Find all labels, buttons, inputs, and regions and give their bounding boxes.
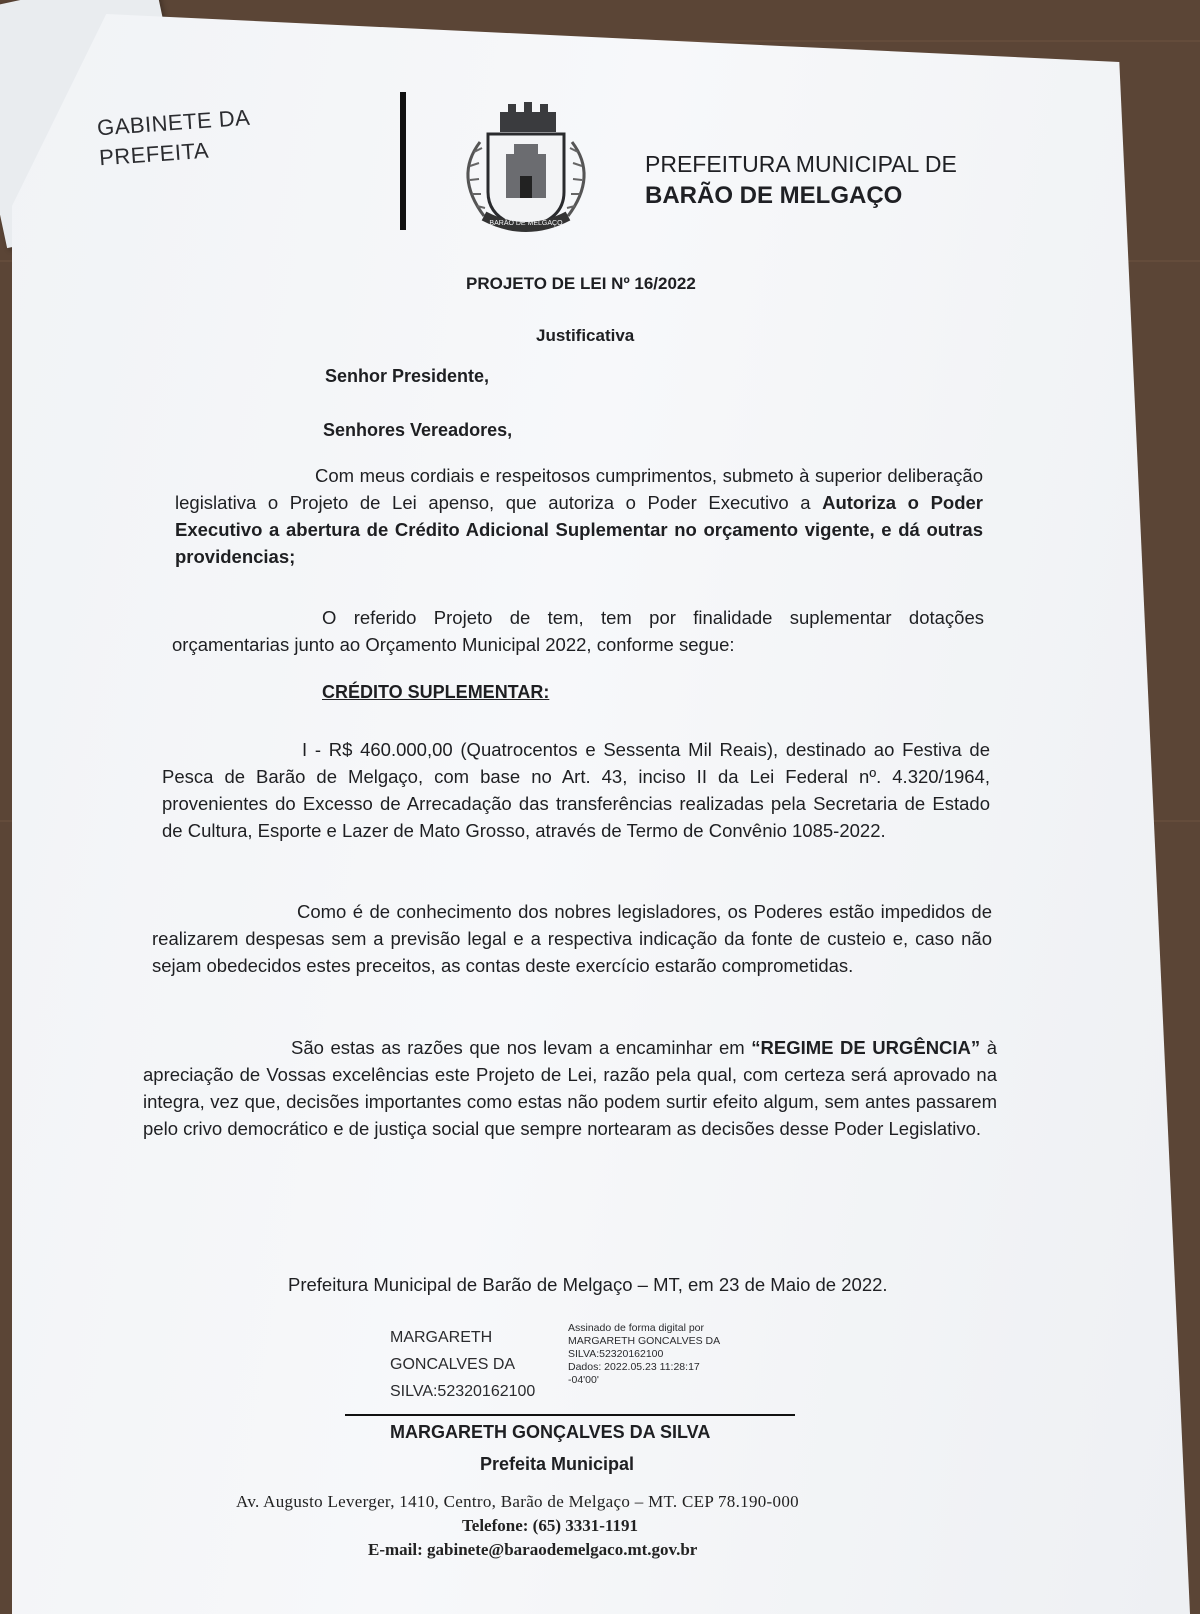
municipal-crest-icon	[440, 92, 610, 242]
credit-heading: CRÉDITO SUPLEMENTAR:	[322, 682, 549, 703]
digital-signature-details: Assinado de forma digital por MARGARETH GONCALVES DA SILVA:52320162100 Dados: 2022.05.23 11:28:17 -04'00'	[568, 1322, 768, 1387]
office-stamp: GABINETE DA PREFEITA	[96, 103, 253, 174]
footer-email: E-mail: gabinete@baraodemelgaco.mt.gov.br	[368, 1540, 697, 1560]
signer-role: Prefeita Municipal	[480, 1454, 634, 1475]
signature-line	[345, 1414, 795, 1416]
municipality-name: PREFEITURA MUNICIPAL DE BARÃO DE MELGAÇO	[645, 148, 957, 212]
paragraph-credit-item: I - R$ 460.000,00 (Quatrocentos e Sessenta Mil Reais), destinado ao Festiva de Pesca de Barão de Melgaço, com base no Art. 43, inciso II da Lei Federal nº. 4.320/1964, provenientes do Excesso de Arrecadação das transferências realizadas pela Secretaria de Estado de Cultura, Esporte e Lazer de Mato Grosso, através de Termo de Convênio 1085-2022.	[162, 736, 990, 844]
crest-ribbon-text: BARÃO DE MELGAÇO	[489, 218, 563, 227]
document-title: PROJETO DE LEI Nº 16/2022	[466, 274, 696, 294]
paragraph-legal-basis: Como é de conhecimento dos nobres legisladores, os Poderes estão impedidos de realizarem despesas sem a previsão legal e a respectiva indicação da fonte de custeio e, caso não sejam obedecidos estes preceitos, as contas deste exercício estarão comprometidas.	[152, 898, 992, 979]
paragraph-purpose: O referido Projeto de tem, tem por finalidade suplementar dotações orçamentarias junto ao Orçamento Municipal 2022, conforme segue:	[172, 604, 984, 658]
paragraph-intro: Com meus cordiais e respeitosos cumprimentos, submeto à superior deliberação legislativa o Projeto de Lei apenso, que autoriza o Poder Executivo a Autoriza o Poder Executivo a abertura de Crédito Adicional Suplementar no orçamento vigente, e dá outras providencias;	[175, 462, 983, 570]
paragraph-urgency: São estas as razões que nos levam a encaminhar em “REGIME DE URGÊNCIA” à apreciação de Vossas excelências este Projeto de Lei, razão pela qual, com certeza será aprovado na integra, vez que, decisões importantes como estas não podem surtir efeito algum, sem antes passarem pelo crivo democrático e de justiça social que sempre nortearam as decisões desse Poder Legislativo.	[143, 1034, 997, 1142]
footer-address: Av. Augusto Leverger, 1410, Centro, Barão de Melgaço – MT. CEP 78.190-000	[236, 1492, 799, 1512]
digital-signature-name: MARGARETH GONCALVES DA SILVA:52320162100	[390, 1324, 535, 1405]
header-divider	[400, 92, 406, 230]
salutation-president: Senhor Presidente,	[325, 366, 489, 387]
footer-phone: Telefone: (65) 3331-1191	[462, 1516, 638, 1536]
salutation-councilors: Senhores Vereadores,	[323, 420, 512, 441]
document-subtitle: Justificativa	[536, 326, 634, 346]
signer-name: MARGARETH GONÇALVES DA SILVA	[390, 1422, 710, 1443]
closing-date-line: Prefeitura Municipal de Barão de Melgaço – MT, em 23 de Maio de 2022.	[288, 1274, 888, 1296]
